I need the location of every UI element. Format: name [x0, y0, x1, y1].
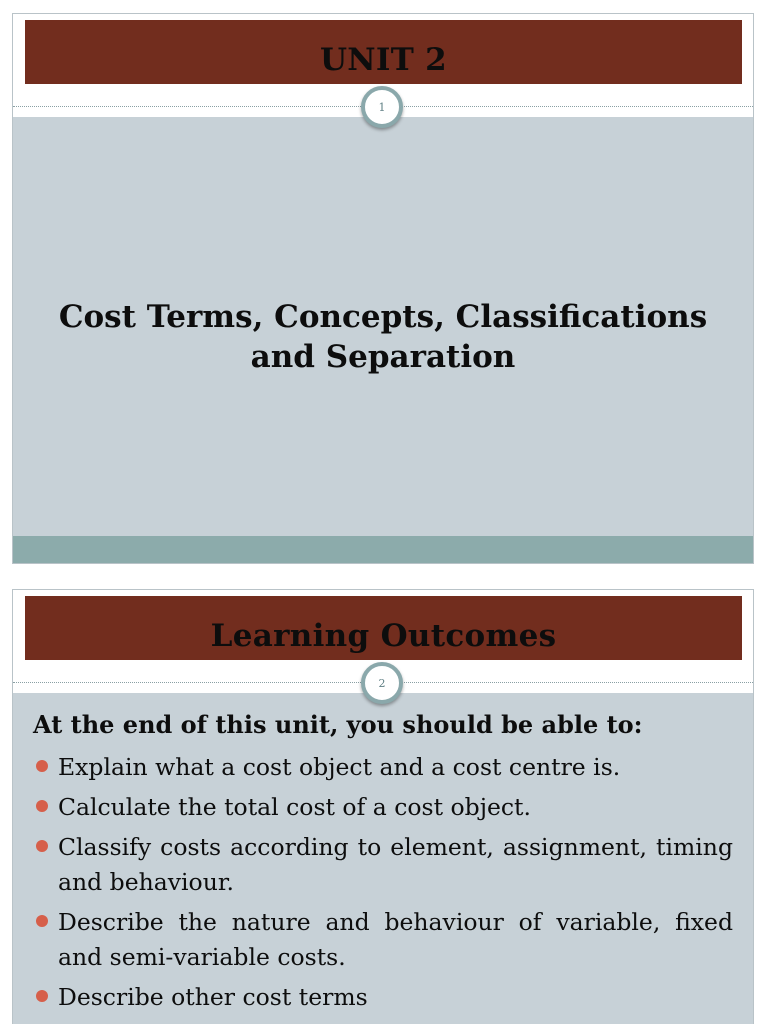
slide-2-header-bar: [25, 596, 742, 660]
slide-1-title: [33, 297, 733, 377]
slide-1-number-badge: [361, 86, 403, 128]
bullet-dot-icon: [36, 840, 48, 852]
bullet-dot-icon: [36, 915, 48, 927]
slide-1: [12, 13, 754, 564]
learning-outcomes-list: [33, 750, 733, 1020]
list-item-text: Describe other cost terms: [58, 983, 368, 1011]
list-item: [33, 790, 733, 825]
bullet-dot-icon: [36, 990, 48, 1002]
list-item: [33, 905, 733, 975]
list-item-text: Calculate the total cost of a cost object.: [58, 793, 531, 821]
slide-1-header-bar: [25, 20, 742, 84]
list-item-text: Classify costs according to element, assignment, timing and behaviour.: [58, 833, 733, 896]
list-item: [33, 830, 733, 900]
slide-2: [12, 589, 754, 1024]
slide-2-number: 2: [378, 676, 386, 690]
list-item-text: Explain what a cost object and a cost centre is.: [58, 753, 621, 781]
slide-1-number: 1: [378, 100, 386, 114]
slide-1-body: [13, 117, 753, 537]
list-item-text: Describe the nature and behaviour of variable, fixed and semi-variable costs.: [58, 908, 733, 971]
bullet-dot-icon: [36, 760, 48, 772]
list-item: [33, 980, 733, 1015]
slide-1-header: UNIT 2: [319, 42, 448, 78]
bullet-dot-icon: [36, 800, 48, 812]
slide-2-intro: At the end of this unit, you should be able to:: [33, 710, 643, 739]
list-item: [33, 750, 733, 785]
slide-2-number-badge: [361, 662, 403, 704]
slide-1-title-line-2: and Separation: [250, 339, 516, 375]
slide-1-title-line-1: Cost Terms, Concepts, Classifications: [58, 299, 708, 335]
slide-2-header: Learning Outcomes: [210, 618, 557, 654]
slide-1-footer-band: [13, 536, 753, 563]
